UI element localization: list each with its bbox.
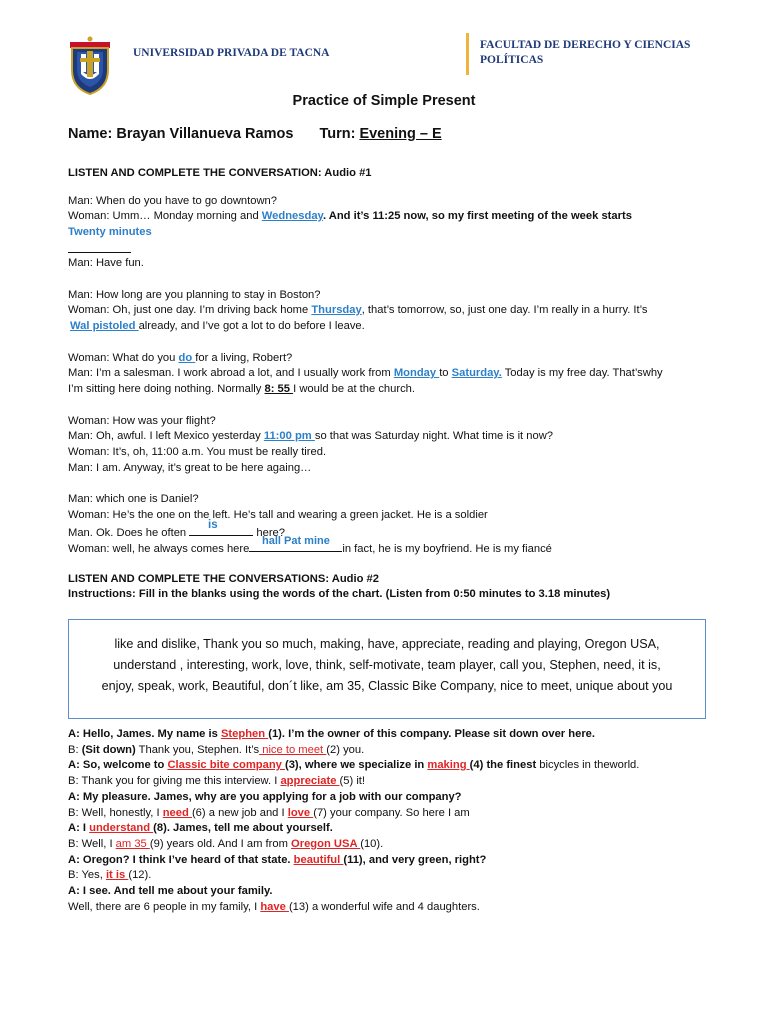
answer: Saturday. (451, 367, 502, 379)
text: (7) your company. So here I am (313, 807, 470, 819)
chart-line: enjoy, speak, work, Beautiful, don´t like, am 35, Classic Bike Company, nice to meet, unique about you (101, 679, 673, 693)
text: B: (68, 744, 82, 756)
text: (3), where we specialize in (284, 759, 428, 771)
blank-line (68, 252, 131, 253)
text: (4) the finest (469, 759, 537, 771)
dialogue-line (68, 774, 365, 788)
text: in fact, he is my boyfriend. He is my fiancé (342, 543, 552, 555)
answer: 8: 55 (264, 383, 294, 395)
answer: Oregon USA (291, 838, 361, 850)
word-chart-text (69, 634, 705, 697)
text: Well, there are 6 people in my family, I (68, 901, 261, 913)
answer: Thursday (311, 304, 362, 316)
text: , that’s tomorrow, so, just one day. I’m really in a hurry. It’s (361, 304, 648, 316)
text: bicycles in theworld. (536, 759, 640, 771)
dialogue-line (68, 382, 415, 396)
text: B: Well, I (68, 838, 116, 850)
text: already, and I’ve got a lot to do before I leave. (138, 320, 365, 332)
university-name: UNIVERSIDAD PRIVADA DE TACNA (133, 47, 330, 59)
text: Man: I’m a salesman. I work abroad a lot, and I usually work from (68, 367, 394, 379)
faculty-line-1: FACULTAD DE DERECHO Y CIENCIAS (480, 39, 691, 51)
text: Man. Ok. Does he often (68, 527, 190, 539)
text: A: Oregon? I think I’ve heard of that state. (68, 854, 294, 866)
answer: Wednesday (261, 210, 323, 222)
dialogue-line: Man: Have fun. (68, 257, 144, 269)
dialogue-line: A: My pleasure. James, why are you applying for a job with our company? (68, 791, 462, 803)
text: (13) a wonderful wife and 4 daughters. (288, 901, 480, 913)
section1-heading: LISTEN AND COMPLETE THE CONVERSATION: Audio #1 (68, 167, 372, 179)
dialogue-line (68, 524, 285, 540)
dialogue-line (68, 727, 595, 741)
dialogue-line (68, 366, 663, 380)
dialogue-line: Man: How long are you planning to stay in Boston? (68, 289, 321, 301)
answer: Monday (393, 367, 440, 379)
chart-line: like and dislike, Thank you so much, making, have, appreciate, reading and playing, Oregon USA, (114, 637, 660, 651)
section2-heading: LISTEN AND COMPLETE THE CONVERSATIONS: Audio #2 (68, 573, 379, 585)
dialogue-line (68, 429, 553, 443)
text: I’m sitting here doing nothing. Normally (68, 383, 265, 395)
page-title: Practice of Simple Present (292, 93, 476, 109)
text: Thank you, Stephen. It’s (135, 744, 260, 756)
text: A: I (68, 822, 90, 834)
text: (Sit down) (81, 744, 136, 756)
text: Woman: What do you (68, 352, 179, 364)
dialogue-line (68, 351, 292, 365)
text: (8). James, tell me about yourself. (153, 822, 333, 834)
text: A: Hello, James. My name is (68, 728, 221, 740)
text: Today is my free day. That’swhy (501, 367, 663, 379)
answer: am 35 (115, 838, 150, 850)
university-logo (66, 36, 114, 98)
chart-line: understand , interesting, work, love, think, self-motivate, team player, call you, Stephen, need, it is, (113, 658, 661, 672)
answer: do (178, 352, 196, 364)
answer: have (260, 901, 289, 913)
text: (12). (128, 869, 152, 881)
turn-value: Evening – E (359, 126, 442, 142)
answer: making (427, 759, 470, 771)
answer: 11:00 pm (263, 430, 315, 442)
text: for a living, Robert? (195, 352, 293, 364)
dialogue-line: Woman: He’s the one on the left. He’s tall and wearing a green jacket. He is a soldier (68, 509, 488, 521)
dialogue-line: Man: I am. Anyway, it’s great to be here againg… (68, 462, 312, 474)
answer: it is (105, 869, 129, 881)
text: Woman: well, he always comes here (68, 543, 250, 555)
text: B: Well, honestly, I (68, 807, 163, 819)
dialogue-line (68, 837, 383, 851)
dialogue-line (68, 868, 151, 882)
dialogue-line (68, 900, 480, 914)
blank-line (189, 524, 253, 536)
answer: Twenty minutes (68, 226, 152, 238)
dialogue-line: Woman: How was your flight? (68, 415, 216, 427)
answer: love (287, 807, 314, 819)
text: (5) it! (339, 775, 366, 787)
dialogue-line (68, 758, 639, 772)
answer: hall Pat mine (262, 535, 330, 547)
dialogue-line (68, 821, 333, 835)
instructions: Instructions: Fill in the blanks using the words of the chart. (Listen from 0:50 minutes to 3.18 minutes) (68, 588, 611, 600)
answer: understand (89, 822, 154, 834)
student-name: Brayan Villanueva Ramos (116, 126, 294, 142)
text: B: Thank you for giving me this interview. I (68, 775, 281, 787)
faculty-line-2: POLÍTICAS (480, 54, 544, 66)
answer: need (162, 807, 192, 819)
header-divider (466, 33, 469, 75)
answer: Stephen (220, 728, 269, 740)
dialogue-line: Man: which one is Daniel? (68, 493, 199, 505)
text: (2) you. (326, 744, 365, 756)
answer: nice to meet (259, 744, 327, 756)
text: A: So, welcome to (68, 759, 168, 771)
dialogue-line (68, 853, 486, 867)
text: I would be at the church. (293, 383, 416, 395)
text: B: Yes, (68, 869, 106, 881)
text: Woman: Umm… Monday morning and (68, 210, 262, 222)
text: (11), and very green, right? (343, 854, 487, 866)
name-label: Name: (68, 126, 113, 142)
answer: beautiful (293, 854, 344, 866)
dialogue-line: Woman: It’s, oh, 11:00 a.m. You must be really tired. (68, 446, 327, 458)
answer: appreciate (280, 775, 340, 787)
text: (10). (360, 838, 384, 850)
answer: Classic bite company (167, 759, 285, 771)
text: (9) years old. And I am from (149, 838, 292, 850)
answer: Wal pistoled (70, 320, 139, 332)
text: here? (253, 527, 285, 539)
text: to (439, 367, 452, 379)
text: (6) a new job and I (191, 807, 288, 819)
text: (1). I’m the owner of this company. Please sit down over here. (268, 728, 596, 740)
student-info (68, 126, 442, 142)
dialogue-line (70, 319, 365, 333)
dialogue-line (68, 209, 632, 223)
faculty-name (480, 38, 720, 68)
text: . And it’s 11:25 now, so my first meeting of the week starts (322, 210, 632, 222)
word-chart (68, 619, 706, 719)
dialogue-line (68, 743, 364, 757)
text: so that was Saturday night. What time is it now? (314, 430, 554, 442)
dialogue-line (68, 303, 648, 317)
dialogue-line: Man: When do you have to go downtown? (68, 195, 277, 207)
text: Woman: Oh, just one day. I’m driving back home (68, 304, 312, 316)
turn-label: Turn: (319, 126, 356, 142)
dialogue-line (68, 806, 470, 820)
dialogue-line: A: I see. And tell me about your family. (68, 885, 273, 897)
answer: is (208, 519, 218, 531)
text: Man: Oh, awful. I left Mexico yesterday (68, 430, 264, 442)
